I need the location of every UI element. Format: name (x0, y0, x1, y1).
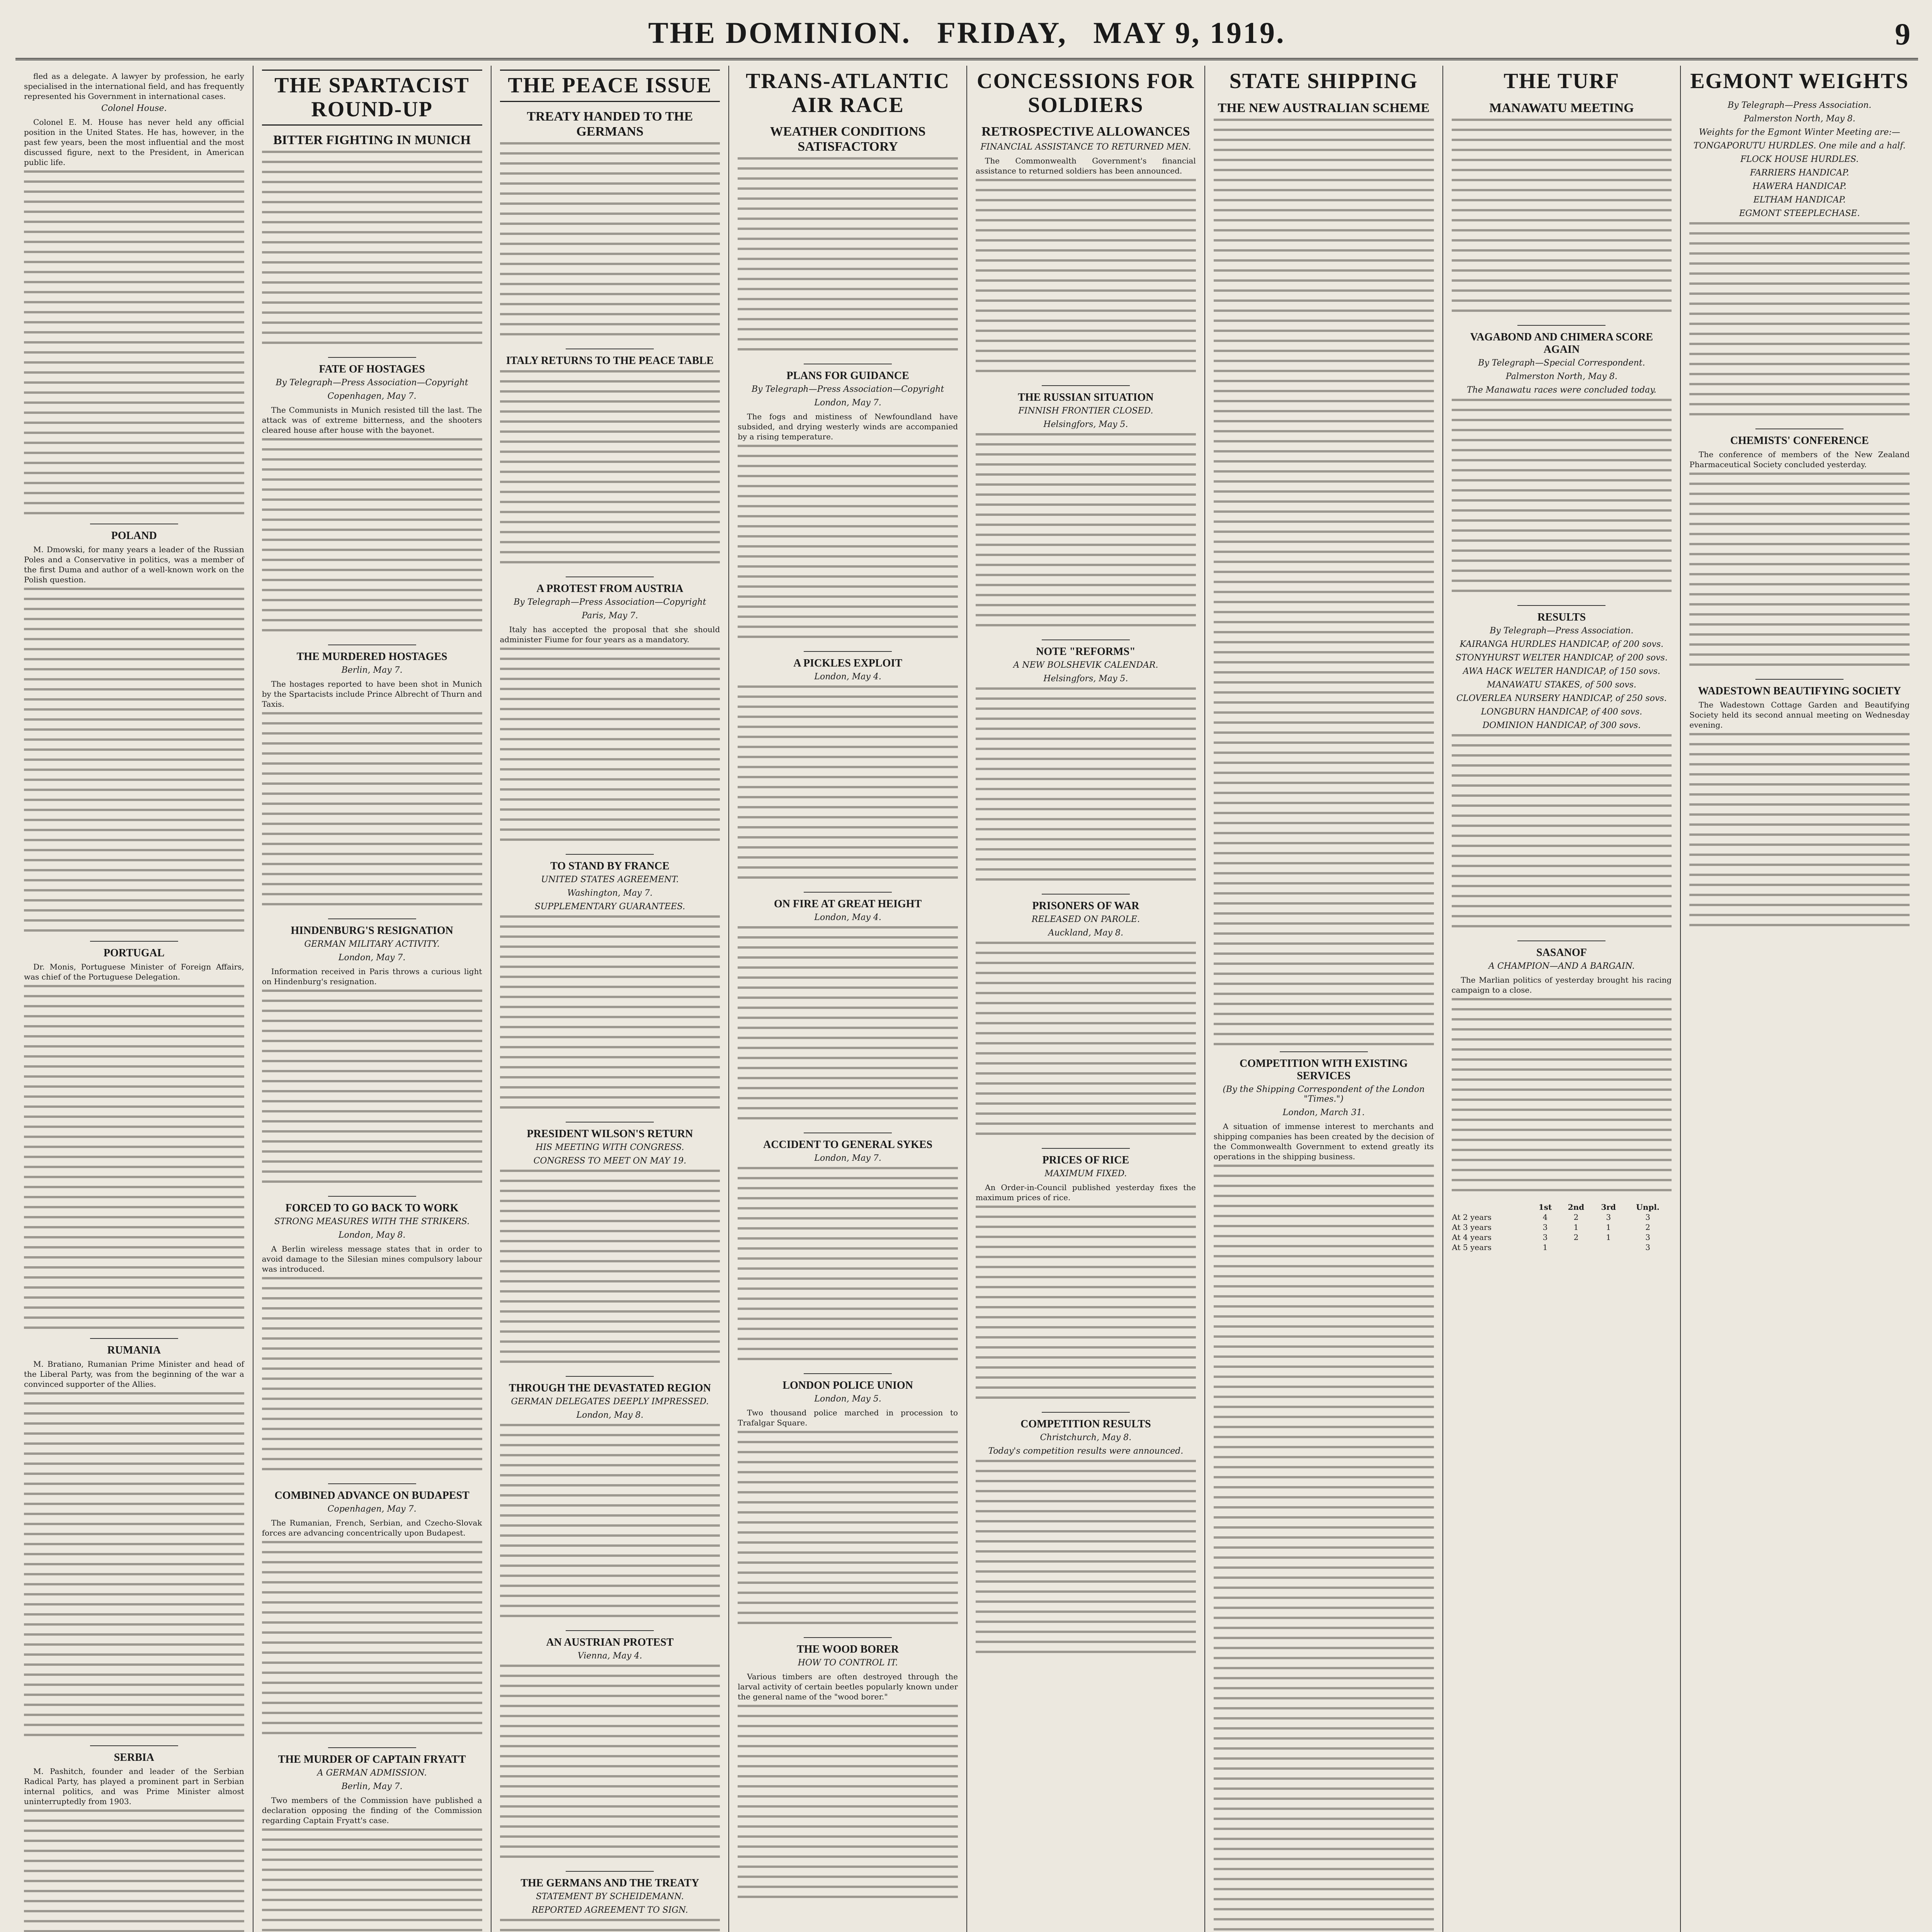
table-cell: 4 (1543, 1212, 1548, 1222)
section-heading: THE MURDERED HOSTAGES (296, 651, 447, 663)
section-heading: ON FIRE AT GREAT HEIGHT (774, 898, 922, 910)
article-text-block (262, 712, 482, 913)
table-cell: 3 (1645, 1242, 1650, 1252)
article-section (1452, 100, 1672, 326)
article-text-block (24, 985, 244, 1333)
article-subhead: FLOCK HOUSE HURDLES. (1740, 154, 1859, 164)
article-section (24, 1752, 244, 1932)
section-divider (804, 651, 892, 652)
article-subhead: Copenhagen, May 7. (327, 1504, 417, 1514)
article-text-block (1689, 222, 1910, 423)
article-text-block (1689, 473, 1910, 673)
article-text-block (500, 370, 720, 571)
section-heading: LONDON POLICE UNION (782, 1379, 913, 1392)
article-text-block (976, 179, 1196, 380)
article-paragraph: The hostages reported to have been shot in Munich by the Spartacists include Prince Albrecht of Thurn and Taxis. (262, 679, 482, 709)
article-section (262, 925, 482, 1197)
section-heading: PRISONERS OF WAR (1032, 900, 1139, 912)
article-paragraph: The Commonwealth Government's financial assistance to returned soldiers has been announced. (976, 156, 1196, 176)
table-cell: At 3 years (1452, 1222, 1492, 1232)
column-col2 (253, 66, 492, 1932)
section-divider (566, 1871, 654, 1872)
article-subhead: Palmerston North, May 8. (1743, 114, 1855, 124)
section-heading: CHEMISTS' CONFERENCE (1730, 434, 1869, 447)
section-heading: THE WOOD BORER (797, 1643, 899, 1656)
section-divider (804, 1373, 892, 1374)
article-section (1452, 947, 1672, 1199)
article-subhead: EGMONT STEEPLECHASE. (1739, 208, 1860, 218)
article-text-block (262, 151, 482, 352)
article-text-block (738, 926, 958, 1127)
table-header-cell: 2nd (1568, 1202, 1585, 1212)
article-section (1689, 100, 1910, 429)
column-col8 (1681, 66, 1918, 1932)
article-subhead: DOMINION HANDICAP, of 300 sovs. (1482, 720, 1641, 730)
table-cell: 1 (1543, 1242, 1548, 1252)
section-heading: TREATY HANDED TO THE GERMANS (527, 109, 693, 139)
section-divider (328, 1747, 416, 1748)
section-heading: POLAND (111, 530, 157, 542)
article-subhead: CONGRESS TO MEET ON MAY 19. (533, 1156, 687, 1166)
article-paragraph: M. Bratiano, Rumanian Prime Minister and head of the Liberal Party, was from the beginning of the war a convinced supporter of the Allies. (24, 1359, 244, 1389)
article-section (738, 1379, 958, 1638)
article-paragraph: The Marlian politics of yesterday brought his racing campaign to a close. (1451, 975, 1672, 995)
article-text-block (738, 445, 958, 646)
article-subhead: GERMAN DELEGATES DEEPLY IMPRESSED. (511, 1396, 709, 1406)
article-subhead: London, May 4. (814, 672, 881, 682)
section-heading: RETROSPECTIVE ALLOWANCES (981, 124, 1190, 139)
table-cell: At 2 years (1452, 1212, 1492, 1222)
article-section (500, 860, 720, 1122)
article-subhead: A NEW BOLSHEVIK CALENDAR. (1013, 660, 1158, 670)
section-heading: COMPETITION RESULTS (1020, 1418, 1151, 1430)
article-subhead: A CHAMPION—AND A BARGAIN. (1488, 961, 1635, 971)
article-subhead: London, May 4. (814, 913, 881, 923)
section-heading: WEATHER CONDITIONS SATISFACTORY (770, 124, 926, 154)
section-divider (1042, 894, 1130, 895)
article-section (262, 363, 482, 645)
article-section (976, 646, 1196, 895)
masthead (15, 12, 1918, 60)
article-section (500, 1636, 720, 1872)
article-text-block (24, 1392, 244, 1740)
article-subhead: HAWERA HANDICAP. (1752, 181, 1847, 191)
article-text-block (1214, 119, 1434, 1046)
article-paragraph: Dr. Monis, Portuguese Minister of Foreign Affairs, was chief of the Portuguese Delegation. (24, 962, 244, 981)
article-text-block (500, 1424, 720, 1625)
section-heading: MANAWATU MEETING (1489, 100, 1634, 115)
table-cell: 2 (1573, 1232, 1579, 1242)
column-col1 (15, 66, 253, 1932)
article-subhead: MAXIMUM FIXED. (1044, 1169, 1127, 1179)
article-text-block (24, 588, 244, 935)
column-col7 (1443, 66, 1681, 1932)
section-heading: SERBIA (114, 1752, 154, 1764)
article-subhead: Paris, May 7. (582, 611, 638, 621)
article-section (500, 583, 720, 855)
article-subhead: By Telegraph—Press Association. (1728, 100, 1872, 110)
article-subhead: FINANCIAL ASSISTANCE TO RETURNED MEN. (980, 142, 1191, 152)
article-text-block (976, 942, 1196, 1143)
article-subhead: London, May 5. (814, 1394, 881, 1404)
article-paragraph: Italy has accepted the proposal that she should administer Fiume for four years as a mandatory. (500, 624, 720, 644)
article-subhead: By Telegraph—Press Association—Copyright (752, 384, 944, 395)
article-subhead: RELEASED ON PAROLE. (1031, 915, 1140, 925)
masthead-date: MAY 9, 1919. (1093, 16, 1286, 49)
article-subhead: HOW TO CONTROL IT. (798, 1658, 898, 1668)
article-subhead: By Telegraph—Press Association. (1490, 626, 1634, 636)
article-subhead: Helsingfors, May 5. (1043, 674, 1128, 684)
section-heading: A PROTEST FROM AUSTRIA (536, 582, 684, 595)
article-text-block (500, 915, 720, 1116)
section-heading: THE NEW AUSTRALIAN SCHEME (1218, 100, 1430, 115)
article-subhead: By Telegraph—Press Association—Copyright (514, 597, 706, 607)
table-header-cell: Unpl. (1636, 1202, 1660, 1212)
table-cell: 1 (1606, 1222, 1611, 1232)
section-divider (90, 1338, 178, 1339)
article-section (976, 1154, 1196, 1413)
article-subhead: Weights for the Egmont Winter Meeting are:— (1699, 127, 1900, 137)
article-section (738, 124, 958, 364)
article-text-block (262, 438, 482, 639)
article-paragraph: The Rumanian, French, Serbian, and Czecho-Slovak forces are advancing concentrically upon Budapest. (262, 1518, 482, 1538)
article-text-block (976, 1460, 1196, 1661)
article-paragraph: A situation of immense interest to merchants and shipping companies has been created by the decision of the Commonwealth Government to extend greatly its operations in the shipping business. (1213, 1121, 1434, 1161)
article-section (976, 124, 1196, 386)
article-subhead: MANAWATU STAKES, of 500 sovs. (1486, 680, 1636, 690)
section-divider (1042, 385, 1130, 386)
section-heading: A PICKLES EXPLOIT (793, 657, 902, 670)
article-subhead: (By the Shipping Correspondent of the London "Times.") (1223, 1084, 1425, 1104)
article-section (262, 1490, 482, 1748)
table-header-cell (1452, 1202, 1531, 1212)
table-cell: 3 (1645, 1212, 1650, 1222)
article-text-block (1452, 998, 1672, 1199)
article-text-block (738, 1705, 958, 1906)
article-subhead: Washington, May 7. (567, 888, 653, 898)
section-heading: PLANS FOR GUIDANCE (786, 370, 909, 382)
article-subhead: London, May 7. (814, 398, 881, 408)
article-text-block (1452, 734, 1672, 935)
section-heading: ACCIDENT TO GENERAL SYKES (763, 1139, 933, 1151)
article-section (24, 1344, 244, 1746)
section-divider (1755, 679, 1844, 680)
table-header-cell: 1st (1538, 1202, 1552, 1212)
section-heading: AN AUSTRIAN PROTEST (546, 1636, 674, 1648)
article-subhead: UNITED STATES AGREEMENT. (541, 874, 679, 884)
section-heading: PRESIDENT WILSON'S RETURN (527, 1128, 693, 1140)
table-cell: 3 (1543, 1222, 1548, 1232)
article-section (24, 71, 244, 524)
section-heading: RUMANIA (107, 1344, 161, 1356)
column-col5 (967, 66, 1205, 1932)
article-section (1452, 611, 1672, 941)
article-subhead: London, May 7. (338, 953, 406, 963)
section-divider (328, 1483, 416, 1484)
article-text-block (500, 142, 720, 343)
article-section (24, 530, 244, 942)
table-cell: 3 (1606, 1212, 1611, 1222)
article-subhead: Palmerston North, May 8. (1505, 371, 1617, 381)
article-paragraph: Colonel E. M. House has never held any official position in the United States. He has, however, in the past few years, been the most influential and the most discussed figure, next to the President, in American public life. (24, 117, 244, 167)
article-section (738, 370, 958, 652)
article-text-block (500, 1919, 720, 1932)
article-subhead: STRONG MEASURES WITH THE STRIKERS. (274, 1217, 470, 1227)
article-subhead: The Manawatu races were concluded today. (1467, 385, 1656, 395)
sasanof-record-table (1452, 1202, 1672, 1252)
article-paragraph: A Berlin wireless message states that in order to avoid damage to the Silesian mines compulsory labour was introduced. (262, 1244, 482, 1274)
article-subhead: London, March 31. (1282, 1107, 1365, 1117)
section-divider (328, 357, 416, 358)
article-subhead: LONGBURN HANDICAP, of 400 sovs. (1481, 707, 1643, 717)
article-subhead: FARRIERS HANDICAP. (1750, 168, 1849, 178)
table-cell: At 5 years (1452, 1242, 1492, 1252)
section-divider (1517, 940, 1605, 941)
column-headline: EGMONT WEIGHTS (1690, 69, 1909, 93)
article-section (262, 651, 482, 919)
article-paragraph: The fogs and mistiness of Newfoundland have subsided, and drying westerly winds are accompanied by a rising temperature. (738, 412, 958, 442)
table-cell (1559, 1242, 1593, 1252)
section-heading: FORCED TO GO BACK TO WORK (285, 1202, 459, 1214)
table-cell: 2 (1573, 1212, 1579, 1222)
section-heading: FATE OF HOSTAGES (319, 363, 425, 376)
article-subhead: AWA HACK WELTER HANDICAP, of 150 sovs. (1463, 666, 1660, 676)
article-text-block (262, 990, 482, 1190)
section-heading: PORTUGAL (104, 947, 165, 959)
column-headline: THE SPARTACIST ROUND-UP (262, 70, 482, 126)
article-paragraph: The Wadestown Cottage Garden and Beautifying Society held its second annual meeting on Wednesday evening. (1689, 700, 1910, 730)
column-headline: STATE SHIPPING (1229, 69, 1418, 93)
section-divider (1517, 605, 1605, 606)
section-divider (1280, 1051, 1368, 1052)
article-section (738, 898, 958, 1133)
article-subhead: STONYHURST WELTER HANDICAP, of 200 sovs. (1456, 653, 1668, 663)
section-heading: COMBINED ADVANCE ON BUDAPEST (274, 1490, 469, 1502)
masthead-paper-name: THE DOMINION. (648, 16, 911, 49)
article-section (500, 1128, 720, 1377)
table-cell: 3 (1543, 1232, 1548, 1242)
column-col6 (1205, 66, 1443, 1932)
section-heading: COMPETITION WITH EXISTING SERVICES (1240, 1057, 1408, 1082)
section-heading: RESULTS (1537, 611, 1586, 623)
article-text-block (738, 1431, 958, 1632)
article-section (976, 391, 1196, 640)
article-subhead: Berlin, May 7. (341, 665, 403, 675)
article-subhead: Copenhagen, May 7. (327, 391, 417, 401)
column-headline: TRANS-ATLANTIC AIR RACE (746, 69, 950, 117)
article-subhead: Berlin, May 7. (341, 1782, 403, 1792)
article-subhead: TONGAPORUTU HURDLES. One mile and a half. (1693, 141, 1906, 151)
article-section (262, 133, 482, 358)
article-subhead: A GERMAN ADMISSION. (317, 1768, 427, 1778)
column-col3 (492, 66, 730, 1932)
section-heading: THE GERMANS AND THE TREATY (520, 1877, 699, 1889)
section-heading: HINDENBURG'S RESIGNATION (291, 925, 453, 937)
section-divider (804, 1637, 892, 1638)
article-text-block (976, 1206, 1196, 1406)
article-paragraph: M. Dmowski, for many years a leader of the Russian Poles and a Conservative in politics, was a member of the first Duma and author of a well-known work on the Polish question. (24, 545, 244, 584)
section-heading: VAGABOND AND CHIMERA SCORE AGAIN (1470, 331, 1653, 355)
article-text-block (1452, 399, 1672, 600)
article-paragraph: Two members of the Commission have published a declaration opposing the finding of the Commission regarding Captain Fryatt's case. (262, 1796, 482, 1825)
section-heading: TO STAND BY FRANCE (550, 860, 670, 872)
section-divider (1042, 1412, 1130, 1413)
section-divider (804, 892, 892, 893)
article-text-block (976, 433, 1196, 634)
article-paragraph: Various timbers are often destroyed through the larval activity of certain beetles popularly known under the general name of the "wood borer." (738, 1672, 958, 1702)
article-subhead: Helsingfors, May 5. (1043, 420, 1128, 430)
table-cell: 2 (1645, 1222, 1650, 1232)
section-divider (328, 1196, 416, 1197)
section-divider (90, 941, 178, 942)
article-text-block (500, 1665, 720, 1866)
article-section (738, 1139, 958, 1374)
article-paragraph: M. Pashitch, founder and leader of the Serbian Radical Party, has played a prominent part in Serbian internal politics, and was Prime Minister almost uninterruptedly from 1903. (24, 1767, 244, 1806)
column-headline: THE TURF (1503, 69, 1620, 93)
section-heading: WADESTOWN BEAUTIFYING SOCIETY (1698, 685, 1901, 697)
article-subhead: HIS MEETING WITH CONGRESS. (536, 1142, 684, 1152)
article-text-block (24, 170, 244, 518)
article-section (1214, 1058, 1434, 1932)
article-text-block (738, 1167, 958, 1368)
article-subhead: London, May 7. (814, 1153, 881, 1163)
article-text-block (1452, 119, 1672, 320)
article-paragraph: fled as a delegate. A lawyer by profession, he early specialised in the international field, and has frequently represented his Government in international cases. (24, 71, 244, 101)
article-text-block (1689, 733, 1910, 934)
section-heading: THE MURDER OF CAPTAIN FRYATT (278, 1753, 466, 1766)
column-col4 (729, 66, 967, 1932)
article-text-block (500, 1170, 720, 1371)
article-paragraph: The conference of members of the New Zealand Pharmaceutical Society concluded yesterday. (1689, 449, 1910, 469)
article-subhead: By Telegraph—Press Association—Copyright (276, 378, 468, 388)
table-row (1452, 1222, 1672, 1232)
article-columns (15, 66, 1918, 1932)
section-heading: THROUGH THE DEVASTATED REGION (509, 1382, 711, 1394)
article-section (976, 1418, 1196, 1661)
table-cell: 1 (1606, 1232, 1611, 1242)
table-row (1452, 1212, 1672, 1222)
article-section (262, 1753, 482, 1932)
section-divider (566, 1376, 654, 1377)
article-section (24, 947, 244, 1339)
article-text-block (262, 1277, 482, 1478)
section-divider (1042, 1148, 1130, 1149)
table-header-cell: 3rd (1601, 1202, 1616, 1212)
article-subhead: STATEMENT BY SCHEIDEMANN. (536, 1891, 684, 1901)
section-divider (566, 1630, 654, 1631)
section-heading: PRICES OF RICE (1042, 1154, 1129, 1167)
article-paragraph: Two thousand police marched in procession to Trafalgar Square. (738, 1408, 958, 1428)
article-subhead: SUPPLEMENTARY GUARANTEES. (534, 901, 685, 912)
table-cell: 1 (1573, 1222, 1579, 1232)
table-row (1452, 1232, 1672, 1242)
article-section (500, 1877, 720, 1932)
article-subhead: London, May 8. (338, 1230, 406, 1240)
article-text-block (738, 685, 958, 886)
article-subhead: REPORTED AGREEMENT TO SIGN. (532, 1905, 688, 1915)
section-heading: ITALY RETURNS TO THE PEACE TABLE (506, 354, 714, 367)
article-section (976, 900, 1196, 1149)
article-subhead: By Telegraph—Special Correspondent. (1478, 358, 1645, 368)
section-divider (90, 1745, 178, 1746)
article-subhead: Colonel House. (101, 104, 167, 113)
article-paragraph: The Communists in Munich resisted till the last. The attack was of extreme bitterness, and the shooters cleared house after house with the bayonet. (262, 405, 482, 435)
article-subhead: CLOVERLEA NURSERY HANDICAP, of 250 sovs. (1456, 693, 1667, 703)
article-text-block (738, 157, 958, 358)
article-section (262, 1202, 482, 1484)
article-text-block (500, 648, 720, 849)
section-heading: NOTE "REFORMS" (1036, 646, 1136, 658)
article-subhead: Christchurch, May 8. (1040, 1433, 1132, 1443)
section-divider (566, 854, 654, 855)
article-subhead: ELTHAM HANDICAP. (1753, 195, 1846, 205)
article-subhead: KAIRANGA HURDLES HANDICAP, of 200 sovs. (1459, 639, 1663, 649)
article-section (500, 355, 720, 577)
article-subhead: Vienna, May 4. (577, 1651, 642, 1661)
article-section (1689, 685, 1910, 934)
masthead-day: FRIDAY, (937, 16, 1067, 49)
article-section (500, 1382, 720, 1631)
article-text-block (976, 687, 1196, 888)
article-subhead: London, May 8. (576, 1410, 644, 1420)
table-cell: 3 (1645, 1232, 1650, 1242)
article-subhead: FINNISH FRONTIER CLOSED. (1018, 406, 1153, 416)
article-section (738, 657, 958, 893)
article-section (500, 109, 720, 349)
table-row (1452, 1242, 1672, 1252)
table-cell (1593, 1242, 1624, 1252)
article-section (738, 1643, 958, 1906)
article-text-block (1214, 1165, 1434, 1932)
page-number: 9 (1895, 17, 1910, 51)
article-section (1452, 331, 1672, 606)
article-paragraph: Information received in Paris throws a curious light on Hindenburg's resignation. (262, 967, 482, 986)
article-section (1689, 435, 1910, 680)
section-heading: BITTER FIGHTING IN MUNICH (273, 133, 471, 148)
section-divider (1517, 325, 1605, 326)
article-text-block (262, 1541, 482, 1742)
table-cell: At 4 years (1452, 1232, 1492, 1242)
section-divider (328, 918, 416, 919)
article-subhead: Auckland, May 8. (1048, 928, 1123, 938)
article-subhead: GERMAN MILITARY ACTIVITY. (304, 939, 440, 949)
column-headline: CONCESSIONS FOR SOLDIERS (977, 69, 1195, 117)
article-paragraph: An Order-in-Council published yesterday fixes the maximum prices of rice. (976, 1183, 1196, 1202)
article-subhead: Today's competition results were announced. (988, 1446, 1184, 1456)
article-section (1214, 100, 1434, 1052)
section-divider (1042, 639, 1130, 640)
column-headline: THE PEACE ISSUE (500, 70, 720, 102)
masthead-title-line (15, 15, 1918, 50)
article-text-block (24, 1810, 244, 1932)
section-heading: SASANOF (1536, 946, 1587, 959)
article-text-block (262, 1828, 482, 1932)
section-heading: THE RUSSIAN SITUATION (1018, 391, 1154, 404)
